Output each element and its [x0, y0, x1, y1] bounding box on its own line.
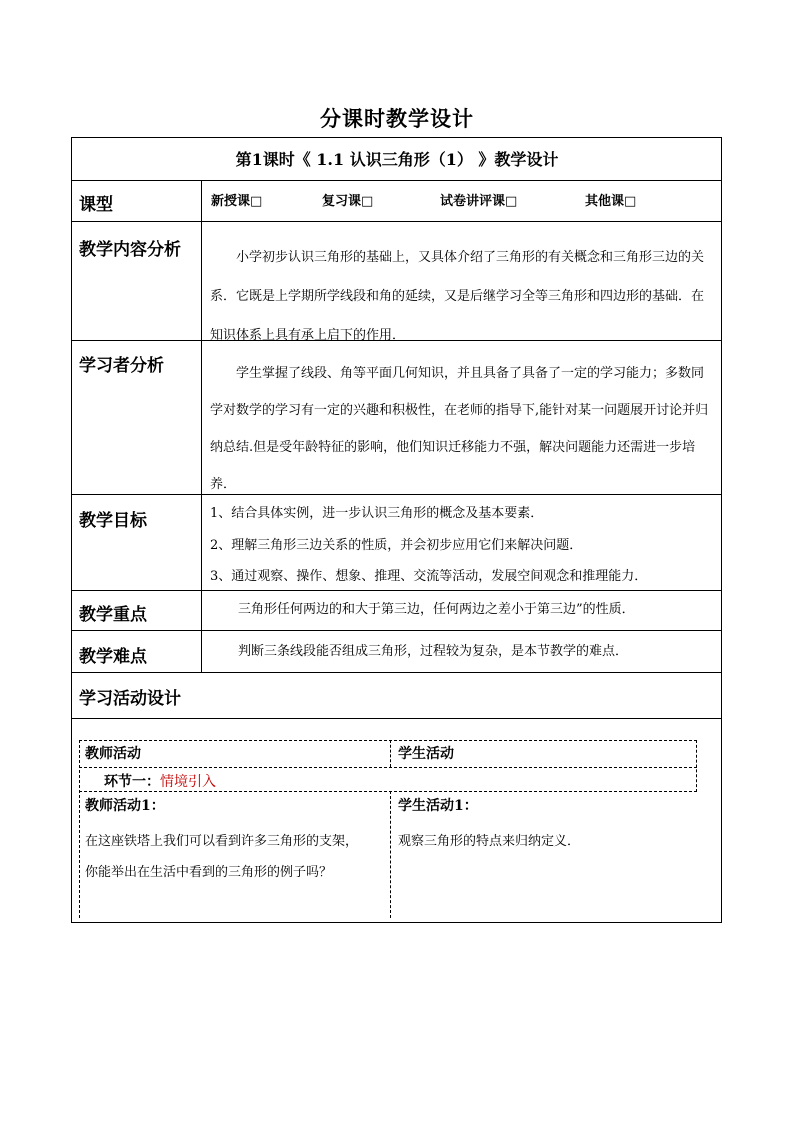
difficulties-text: 判断三条线段能否组成三角形，过程较为复杂，是本节教学的难点．	[238, 644, 629, 659]
section-prefix: 环节一：	[104, 774, 160, 790]
learner-analysis-label: 学习者分析	[79, 356, 164, 376]
row-divider	[71, 180, 722, 181]
key-points-text: 三角形任何两边的和大于第三边，任何两边之差小于第三边”的性质．	[238, 602, 635, 617]
activity-table-border	[390, 740, 391, 767]
activity-table-border	[390, 791, 391, 918]
student-activity-text: 观察三角形的特点来归纳定义．	[398, 834, 581, 849]
row-divider	[71, 718, 722, 719]
objective-item: 1、结合具体实例，进一步认识三角形的概念及基本要素．	[210, 506, 544, 521]
teacher-activity-header: 教师活动	[85, 746, 141, 762]
row-divider	[71, 630, 722, 631]
difficulties-label: 教学难点	[79, 647, 147, 667]
lesson-heading: 第1课时《 1.1 认识三角形（1） 》教学设计	[235, 150, 559, 169]
course-type-label: 课型	[79, 195, 113, 215]
student-activity-title: 学生活动1：	[398, 798, 478, 814]
row-divider	[71, 221, 722, 222]
row-divider	[71, 590, 722, 591]
activity-table-border	[79, 740, 80, 918]
row-divider	[71, 672, 722, 673]
teacher-activity-line: 在这座铁塔上我们可以看到许多三角形的支架，	[85, 834, 359, 849]
activity-table-border	[79, 767, 697, 768]
content-analysis-text: 小学初步认识三角形的基础上，又具体介绍了三角形的有关概念和三角形三边的关系．它既是上学期所学线段和角的延续，又是后继学习全等三角形和四边形的基础．在知识体系上具有承上启下的作用．	[210, 250, 705, 343]
activity-table-border	[79, 740, 697, 741]
key-points-label: 教学重点	[79, 605, 147, 625]
objectives-label: 教学目标	[79, 511, 147, 531]
activity-table-border	[696, 740, 697, 792]
option-new-lesson: 新授课□	[211, 194, 263, 209]
teacher-activity-line: 你能举出在生活中看到的三角形的例子吗？	[85, 865, 333, 880]
option-review: 复习课□	[322, 194, 374, 209]
column-divider	[201, 180, 202, 672]
student-activity-header: 学生活动	[398, 746, 454, 762]
section-name: 情境引入	[160, 774, 216, 790]
objective-item: 3、通过观察、操作、想象、推理、交流等活动，发展空间观念和推理能力．	[210, 569, 648, 584]
option-exam-review: 试卷讲评课□	[440, 194, 518, 209]
learner-analysis-text: 学生掌握了线段、角等平面几何知识，并且具备了具备了一定的学习能力；多数同学对数学的学习有一定的兴趣和积极性，在老师的指导下,能针对某一问题展开讨论并归纳总结.但是受年龄特征的影响，他们知识迁移能力不强，解决问题能力还需进一步培养．	[210, 366, 709, 492]
teacher-activity-title: 教师活动1：	[85, 798, 165, 814]
activity-design-label: 学习活动设计	[79, 689, 181, 709]
activity-table-border	[79, 791, 697, 792]
section-title	[104, 771, 216, 791]
page-title: 分课时教学设计	[320, 106, 474, 131]
option-other: 其他课□	[585, 194, 637, 209]
objective-item: 2、理解三角形三边关系的性质，并会初步应用它们来解决问题．	[210, 538, 583, 553]
content-analysis-label: 教学内容分析	[79, 240, 181, 260]
